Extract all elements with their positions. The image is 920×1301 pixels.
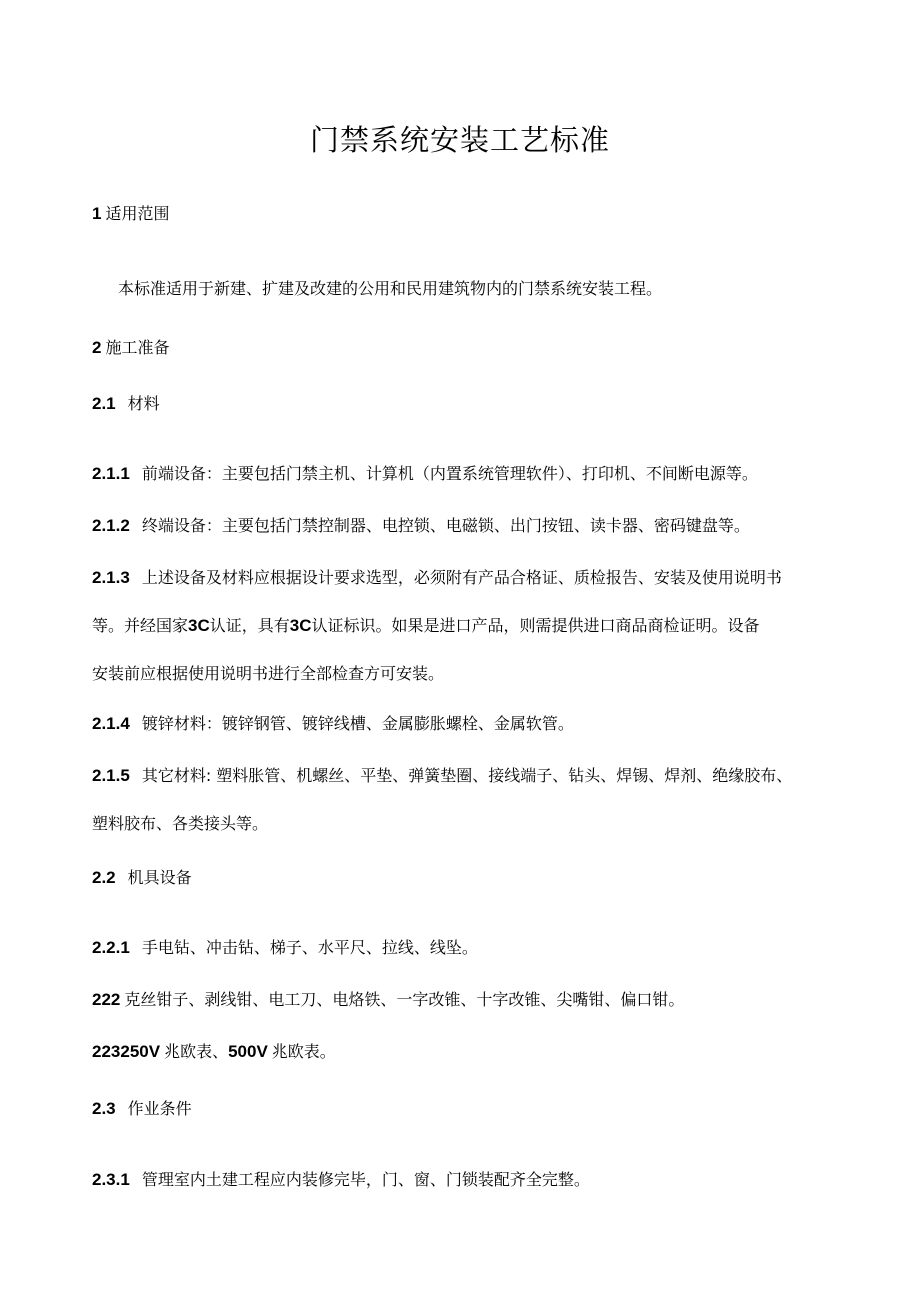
paragraph-text: 认证标识。如果是进口产品，则需提供进口商品商检证明。设备 <box>311 616 760 635</box>
paragraph-text: 兆欧表。 <box>271 1042 336 1061</box>
section-2-1-heading <box>92 393 160 415</box>
paragraph-text: 终端设备：主要包括门禁控制器、电控锁、电磁锁、出门按钮、读卡器、密码键盘等。 <box>141 516 750 535</box>
section-2-2-heading <box>92 867 192 889</box>
section-1-body: 本标准适用于新建、扩建及改建的公用和民用建筑物内的门禁系统安装工程。 <box>118 279 663 298</box>
section-2-heading <box>92 337 169 359</box>
section-number: 2.2 <box>92 868 116 887</box>
section-2-1-4 <box>92 713 574 735</box>
cert-mark: 3C <box>289 616 312 635</box>
section-2-1-5-line-1 <box>92 765 792 787</box>
section-title: 施工准备 <box>105 338 170 357</box>
section-number: 2.2.1 <box>92 938 130 957</box>
voltage-value: 500V <box>228 1042 268 1061</box>
paragraph-text: 等。并经国家 <box>92 616 189 635</box>
section-1-heading <box>92 203 169 225</box>
paragraph-text: 手电钻、冲击钻、梯子、水平尺、拉线、线坠。 <box>141 938 478 957</box>
section-number: 1 <box>92 204 102 223</box>
cert-mark: 3C <box>188 616 210 635</box>
paragraph-text: 其它材料: 塑料胀管、机螺丝、平垫、弹簧垫圈、接线端子、钻头、焊锡、焊剂、绝缘胶布、 <box>141 766 793 785</box>
section-title: 作业条件 <box>127 1099 192 1118</box>
section-number: 2.3.1 <box>92 1170 130 1189</box>
section-number: 223250V <box>92 1042 161 1061</box>
paragraph-text: 镀锌材料：镀锌钢管、镀锌线槽、金属膨胀螺栓、金属软管。 <box>141 714 574 733</box>
section-2-2-3 <box>92 1041 336 1063</box>
section-2-2-2 <box>92 989 684 1011</box>
section-number: 2.3 <box>92 1099 116 1118</box>
paragraph-text: 上述设备及材料应根据设计要求选型，必须附有产品合格证、质检报告、安装及使用说明书 <box>141 568 782 587</box>
page-title: 门禁系统安装工艺标准 <box>309 123 610 157</box>
section-2-3-heading <box>92 1098 192 1120</box>
section-number: 222 <box>92 990 121 1009</box>
section-2-1-2 <box>92 515 750 537</box>
paragraph-text: 管理室内土建工程应内装修完毕，门、窗、门锁装配齐全完整。 <box>141 1170 590 1189</box>
section-2-1-3-line-2 <box>92 615 760 637</box>
section-number: 2.1.2 <box>92 516 130 535</box>
paragraph-text: 克丝钳子、剥线钳、电工刀、电烙铁、一字改锥、十字改锥、尖嘴钳、偏口钳。 <box>124 990 685 1009</box>
section-2-1-5-line-2: 塑料胶布、各类接头等。 <box>92 814 269 833</box>
section-number: 2.1.1 <box>92 464 130 483</box>
section-number: 2.1.4 <box>92 714 130 733</box>
paragraph-text: 认证，具有 <box>209 616 290 635</box>
section-2-1-1 <box>92 463 758 485</box>
section-title: 适用范围 <box>105 204 170 223</box>
section-title: 机具设备 <box>127 868 192 887</box>
section-2-3-1 <box>92 1169 590 1191</box>
paragraph-text: 兆欧表、 <box>164 1042 229 1061</box>
section-number: 2.1.5 <box>92 766 130 785</box>
paragraph-text: 前端设备：主要包括门禁主机、计算机（内置系统管理软件）、打印机、不间断电源等。 <box>141 464 758 483</box>
section-2-2-1 <box>92 937 478 959</box>
section-number: 2.1.3 <box>92 568 130 587</box>
section-2-1-3-line-1 <box>92 567 782 589</box>
section-number: 2 <box>92 338 102 357</box>
section-2-1-3-line-3: 安装前应根据使用说明书进行全部检查方可安装。 <box>92 664 445 683</box>
section-title: 材料 <box>127 394 160 413</box>
section-number: 2.1 <box>92 394 116 413</box>
